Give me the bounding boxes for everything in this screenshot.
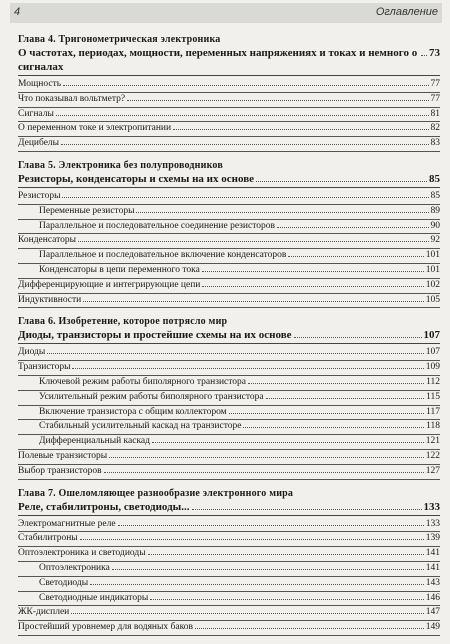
entry-label: Конденсаторы: [18, 235, 77, 246]
entry-label: Диоды, транзисторы и простейшие схемы на их основе: [18, 329, 292, 342]
entry-label: Параллельное и последовательное включение конденсаторов: [39, 250, 287, 261]
page-ref: 133: [425, 518, 440, 529]
page-ref: 146: [425, 592, 440, 603]
entry-label: Полевые транзисторы: [18, 450, 108, 461]
toc-entry[interactable]: [18, 294, 440, 309]
toc-entry[interactable]: [18, 346, 440, 361]
page-ref: 83: [430, 138, 440, 149]
page-ref: 117: [426, 406, 440, 417]
dot-leader: [56, 115, 429, 116]
chapter-title: Глава 5. Электроника без полупроводников: [18, 159, 223, 171]
dot-leader: [90, 584, 424, 585]
toc-subentry[interactable]: [18, 264, 440, 279]
chapter-heading-entry[interactable]: [18, 500, 440, 516]
dot-leader: [127, 100, 428, 101]
page-ref: 73: [429, 47, 440, 59]
page-ref: 101: [425, 250, 440, 261]
chapter-block: [18, 160, 440, 308]
dot-leader: [136, 212, 428, 213]
dot-leader: [229, 413, 424, 414]
entry-label: Светодиодные индикаторы: [39, 592, 149, 603]
chapter-heading-entry[interactable]: [18, 172, 440, 188]
page-ref: 101: [425, 264, 440, 275]
entry-label: Электромагнитные реле: [18, 518, 116, 529]
entry-label: Включение транзистора с общим коллектором: [39, 406, 227, 417]
entry-label: Оптоэлектроника и светодиоды: [18, 548, 146, 559]
page-ref: 107: [425, 347, 440, 358]
entry-label: Параллельное и последовательное соединение резисторов: [39, 220, 275, 231]
toc-entry[interactable]: [18, 279, 440, 294]
dot-leader: [266, 398, 424, 399]
page-ref: 147: [425, 607, 440, 618]
dot-leader: [112, 569, 424, 570]
entry-label: Стабилитроны: [18, 533, 78, 544]
toc-entry[interactable]: [18, 234, 440, 249]
entry-label: Транзисторы: [18, 362, 71, 373]
dot-leader: [62, 197, 428, 198]
dot-leader: [202, 286, 423, 287]
dot-leader: [78, 241, 428, 242]
chapter-block: [18, 488, 440, 636]
dot-leader: [192, 509, 422, 510]
page-ref: 141: [425, 562, 440, 573]
entry-label: Индуктивности: [18, 294, 82, 305]
entry-label: Реле, стабилитроны, светодиоды...: [18, 500, 190, 513]
chapter-block: [18, 316, 440, 479]
page-ref: 89: [430, 205, 440, 216]
page-ref: 82: [430, 123, 440, 134]
page-ref: 121: [425, 436, 440, 447]
page-ref: 92: [430, 235, 440, 246]
entry-label: Резисторы, конденсаторы и схемы на их основе: [18, 172, 255, 185]
dot-leader: [150, 599, 424, 600]
toc-subentry[interactable]: [18, 592, 440, 607]
dot-leader: [173, 129, 428, 130]
dot-leader: [118, 525, 424, 526]
chapter-block: [18, 34, 440, 152]
page-ref: 141: [425, 548, 440, 559]
page-ref: 85: [429, 172, 440, 185]
page-ref: 77: [430, 93, 440, 104]
dot-leader: [294, 337, 422, 338]
dot-leader: [83, 301, 423, 302]
toc-subentry[interactable]: [18, 577, 440, 592]
page-ref: 149: [425, 622, 440, 633]
entry-label: Диоды: [18, 347, 46, 358]
dot-leader: [195, 628, 424, 629]
toc-entry[interactable]: [18, 122, 440, 137]
dot-leader: [421, 55, 427, 56]
entry-label: О переменном токе и электропитании: [18, 123, 172, 134]
toc-subentry[interactable]: [18, 249, 440, 264]
toc-subentry[interactable]: [18, 435, 440, 450]
toc-subentry[interactable]: [18, 376, 440, 391]
toc-entry[interactable]: [18, 465, 440, 480]
toc-subentry[interactable]: [18, 220, 440, 235]
dot-leader: [202, 271, 424, 272]
page-ref: 122: [425, 450, 440, 461]
toc-subentry[interactable]: [18, 406, 440, 421]
toc-entry[interactable]: [18, 532, 440, 547]
entry-label: ЖК-дисплеи: [18, 607, 70, 618]
table-of-contents: [18, 28, 440, 644]
toc-entry[interactable]: [18, 137, 440, 152]
dot-leader: [248, 383, 424, 384]
toc-entry[interactable]: [18, 93, 440, 108]
entry-label: Конденсаторы в цепи переменного тока: [39, 264, 200, 275]
toc-entry[interactable]: [18, 621, 440, 636]
page-ref: 81: [430, 108, 440, 119]
page-ref: 112: [426, 376, 440, 387]
dot-leader: [109, 457, 424, 458]
dot-leader: [80, 539, 424, 540]
toc-entry[interactable]: [18, 78, 440, 93]
entry-label: Дифференциальный каскад: [39, 436, 150, 447]
entry-label: Переменные резисторы: [39, 205, 135, 216]
chapter-heading-entry[interactable]: [18, 46, 440, 76]
page-ref: 77: [430, 79, 440, 89]
dot-leader: [256, 181, 427, 182]
toc-entry[interactable]: [18, 108, 440, 123]
running-header: [10, 3, 442, 23]
toc-entry[interactable]: [18, 518, 440, 533]
page-ref: 109: [425, 362, 440, 373]
toc-subentry[interactable]: [18, 391, 440, 406]
chapter-title: Глава 4. Тригонометрическая электроника: [18, 34, 221, 45]
entry-label: Светодиоды: [39, 577, 89, 588]
page-ref: 107: [423, 329, 440, 342]
toc-entry[interactable]: [18, 190, 440, 205]
entry-label: Резисторы: [18, 190, 61, 201]
entry-label: Сигналы: [18, 108, 54, 119]
entry-label: Усилительный режим работы биполярного транзистора: [39, 391, 264, 402]
dot-leader: [72, 368, 423, 369]
page-ref: 143: [425, 577, 440, 588]
page-ref: 115: [426, 391, 440, 402]
dot-leader: [104, 472, 424, 473]
entry-label: Выбор транзисторов: [18, 465, 102, 476]
entry-label: Дифференцирующие и интегрирующие цепи: [18, 279, 201, 290]
page-ref: 139: [425, 533, 440, 544]
toc-entry[interactable]: [18, 450, 440, 465]
dot-leader: [61, 144, 428, 145]
page-ref: 85: [430, 190, 440, 201]
toc-subentry[interactable]: [18, 205, 440, 220]
dot-leader: [152, 442, 424, 443]
dot-leader: [243, 427, 424, 428]
toc-entry[interactable]: [18, 361, 440, 376]
chapter-heading-entry[interactable]: [18, 328, 440, 344]
dot-leader: [277, 227, 429, 228]
page-ref: 102: [425, 279, 440, 290]
toc-entry[interactable]: [18, 547, 440, 562]
entry-label: Стабильный усилительный каскад на транзисторе: [39, 421, 242, 432]
entry-label: Оптоэлектроника: [39, 562, 110, 573]
page-ref: 118: [426, 421, 440, 432]
entry-label: Ключевой режим работы биполярного транзистора: [39, 376, 246, 387]
dot-leader: [47, 353, 423, 354]
page-ref: 127: [425, 465, 440, 476]
dot-leader: [63, 85, 428, 86]
chapter-title: Глава 6. Изобретение, которое потрясло мир: [18, 316, 228, 328]
page-ref: 133: [423, 500, 440, 513]
toc-subentry[interactable]: [18, 562, 440, 577]
entry-label: О частотах, периодах, мощности, переменных напряжениях и токах и немного о сигналах: [18, 47, 418, 73]
chapter-title: Глава 7. Ошеломляющее разнообразие электронного мира: [18, 487, 294, 499]
entry-label: Что показывал вольтметр?: [18, 93, 126, 104]
dot-leader: [288, 256, 423, 257]
running-title: Оглавление: [375, 6, 438, 18]
page-ref: 105: [425, 294, 440, 305]
page-number: 4: [14, 6, 21, 18]
dot-leader: [148, 554, 424, 555]
entry-label: Простейший уровнемер для водяных баков: [18, 622, 193, 633]
toc-subentry[interactable]: [18, 420, 440, 435]
entry-label: Децибелы: [18, 138, 60, 149]
dot-leader: [71, 613, 423, 614]
page-ref: 90: [430, 220, 440, 231]
entry-label: Мощность: [18, 79, 62, 89]
